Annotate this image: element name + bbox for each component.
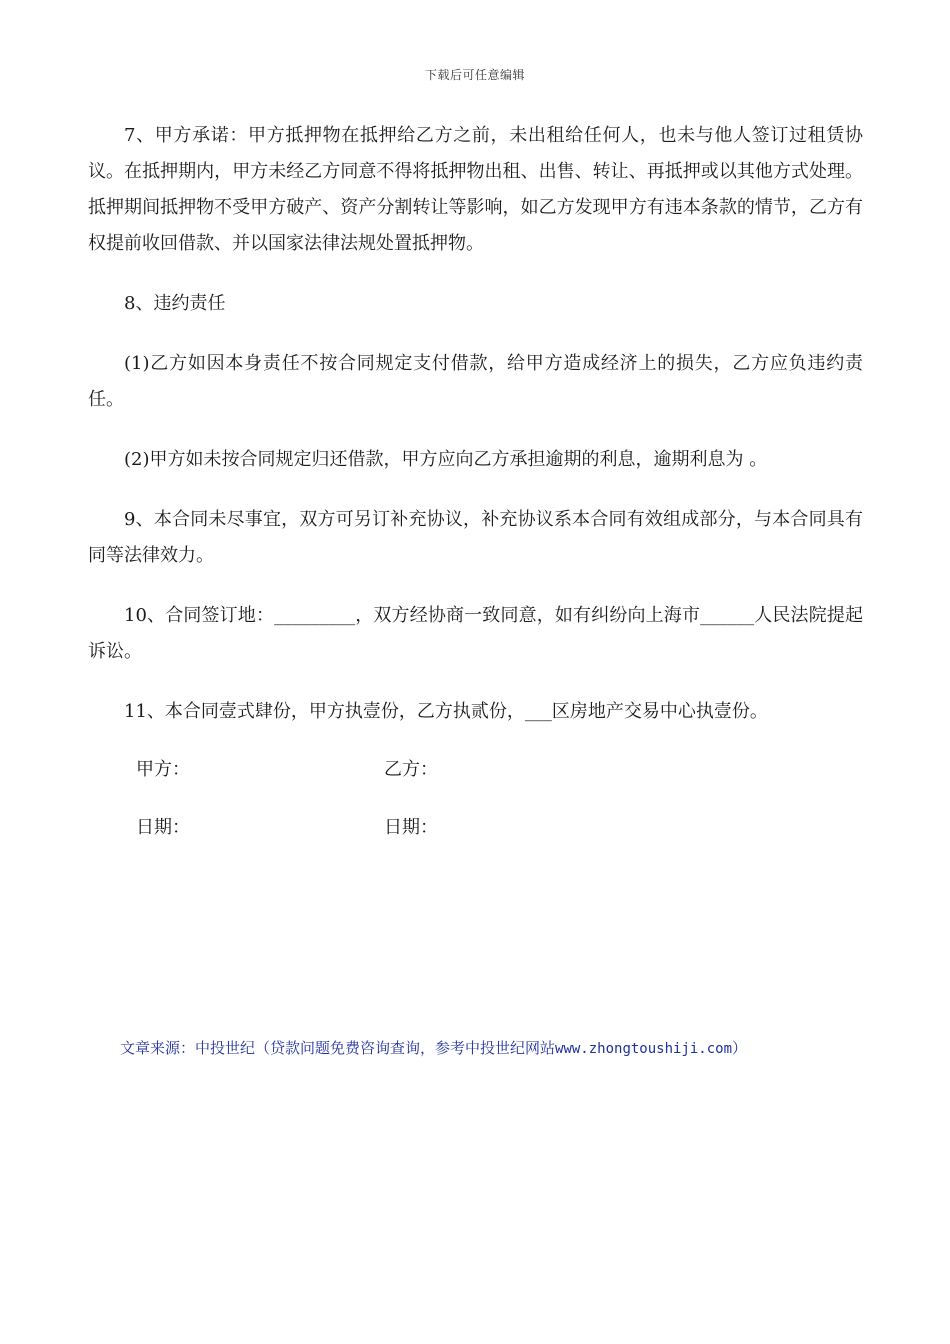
source-suffix: ） xyxy=(732,1039,748,1057)
clause-8-heading: 8、违约责任 xyxy=(124,293,226,314)
date-a-label: 日期： xyxy=(136,817,190,838)
source-prefix: 文章来源：中投世纪（贷款问题免费咨询查询，参考中投世纪网站 xyxy=(120,1039,556,1057)
party-b-label: 乙方： xyxy=(384,759,438,780)
clause-11: 11、本合同壹式肆份，甲方执壹份，乙方执贰份，___区房地产交易中心执壹份。 xyxy=(124,701,768,722)
source-url[interactable]: www.zhongtoushiji.com xyxy=(555,1041,733,1057)
clause-9: 9、本合同未尽事宜，双方可另订补充协议，补充协议系本合同有效组成部分，与本合同具有同等法律效力。 xyxy=(88,509,863,566)
date-b-label: 日期： xyxy=(384,817,438,838)
contract-body xyxy=(88,118,863,846)
signature-row xyxy=(88,752,863,788)
party-a-label: 甲方： xyxy=(136,759,190,780)
article-source xyxy=(120,1036,747,1061)
clause-7: 7、甲方承诺：甲方抵押物在抵押给乙方之前，未出租给任何人，也未与他人签订过租赁协议。在抵押期内，甲方未经乙方同意不得将抵押物出租、出售、转让、再抵押或以其他方式处理。抵押期间抵押物不受甲方破产、资产分割转让等影响，如乙方发现甲方有违本条款的情节，乙方有权提前收回借款、并以国家法律法规处置抵押物。 xyxy=(88,125,863,254)
clause-8-item-1: (1)乙方如因本身责任不按合同规定支付借款，给甲方造成经济上的损失，乙方应负违约责任。 xyxy=(88,353,863,410)
page-header: 下载后可任意编辑 xyxy=(424,68,525,82)
clause-10: 10、合同签订地：_________，双方经协商一致同意，如有纠纷向上海市______人民法院提起诉讼。 xyxy=(88,605,863,662)
clause-8-item-2: (2)甲方如未按合同规定归还借款，甲方应向乙方承担逾期的利息，逾期利息为 。 xyxy=(124,449,768,470)
date-row xyxy=(88,810,863,846)
